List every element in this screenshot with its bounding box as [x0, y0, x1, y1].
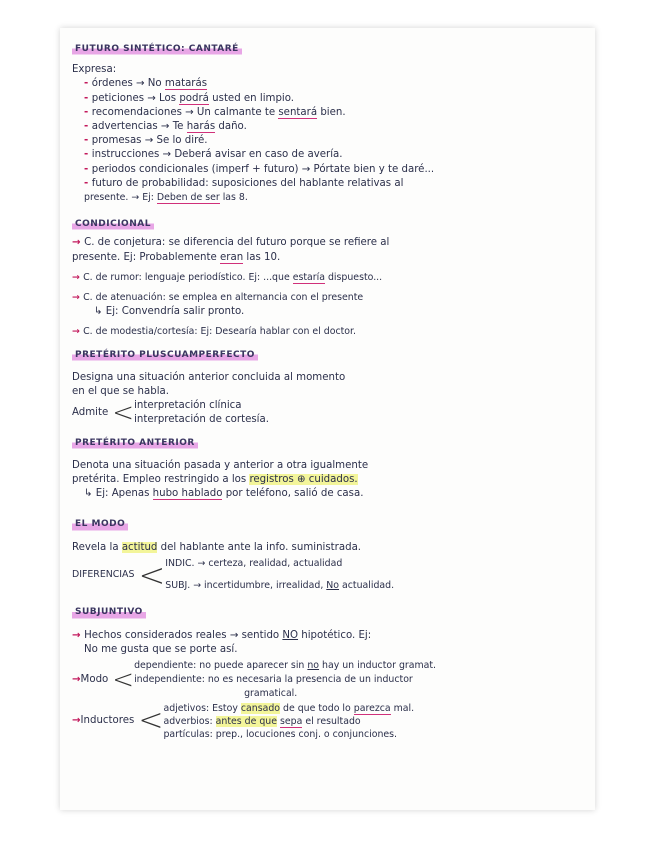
modo-line1-post: del hablante ante la info. suministrada. [157, 541, 362, 553]
adj-pre: adjetivos: Estoy [163, 702, 241, 714]
adv-hl: antes de que [215, 715, 277, 727]
arrow-icon: - [84, 121, 92, 133]
futuro-item-post: daño. [215, 121, 247, 133]
futuro-item-underlined: sentará [278, 106, 318, 118]
cond-atenuacion [72, 291, 587, 305]
futuro-item [72, 92, 587, 106]
futuro-item-underlined: harás [186, 121, 216, 133]
hechos-post: hipotético. Ej: [298, 629, 372, 641]
inductores-options [163, 702, 414, 741]
subj-modo-group [72, 659, 587, 702]
subj-hechos [72, 629, 587, 643]
admite-options [134, 399, 269, 427]
hechos-pre: Hechos considerados reales → sentido [84, 629, 283, 641]
futuro-item [72, 163, 587, 177]
diferencias-indic: INDIC. → certeza, realidad, actualidad [165, 557, 343, 569]
arrow-icon: → [72, 674, 81, 686]
arrow-icon: - [84, 163, 92, 175]
futuro-probabilidad-ex [72, 191, 587, 205]
heading-preterito-anterior: PRETÉRITO ANTERIOR [72, 436, 198, 450]
plusc-line1: Designa una situación anterior concluida al momento [72, 371, 346, 383]
modo-line1-pre: Revela la [72, 541, 122, 553]
brace-icon: < [112, 398, 135, 429]
inductor-adjetivos [163, 702, 414, 715]
anterior-line2 [72, 473, 587, 487]
arrow-icon: → [72, 237, 85, 249]
probabilidad-text: futuro de probabilidad: suposiciones del hablante relativas al [91, 177, 404, 189]
dep-post: hay un inductor gramat. [319, 659, 437, 671]
heading-futuro: FUTURO SINTÉTICO: CANTARÉ [72, 42, 242, 56]
cond-modestia [72, 325, 587, 339]
adv-post: el resultado [302, 715, 361, 727]
heading-pluscuamperfecto: PRETÉRITO PLUSCUAMPERFECTO [72, 348, 258, 362]
futuro-item-text: órdenes → No [91, 78, 165, 90]
cond-atenuacion-ex: ↳ Ej: Convendría salir pronto. [94, 306, 245, 318]
futuro-item [72, 148, 587, 162]
hechos-ul: NO [282, 629, 299, 641]
rumor-ul: estaría [292, 271, 325, 283]
futuro-probabilidad [72, 177, 587, 191]
adj-post: mal. [390, 702, 415, 714]
conjetura-ex-pre: presente. Ej: Probablemente [72, 251, 220, 263]
adj-ul: parezca [353, 702, 391, 714]
subj-ul: No [326, 580, 340, 592]
futuro-item-text: promesas → Se lo diré. [91, 135, 208, 147]
inductor-particulas: partículas: prep., locuciones conj. o conjunciones. [163, 728, 398, 740]
brace-icon: < [138, 703, 164, 739]
rumor-pre: C. de rumor: lenguaje periodístico. Ej: ...que [83, 271, 293, 283]
subj-inductores-group [72, 702, 587, 741]
expresa-label: Expresa: [72, 64, 117, 76]
anterior-line3 [72, 487, 587, 501]
modo-independiente-2: gramatical. [244, 688, 298, 700]
modo-line1-hl: actitud [121, 541, 158, 553]
futuro-item-underlined: podrá [179, 92, 209, 104]
futuro-items-list [72, 77, 587, 176]
futuro-item-text: periodos condicionales (imperf + futuro) → Pórtate bien y te daré... [91, 163, 435, 175]
arrow-icon: - [84, 135, 92, 147]
conjetura-ex-post: las 10. [243, 251, 281, 263]
arrow-icon: - [84, 78, 92, 90]
adv-pre: adverbios: [163, 715, 216, 727]
notebook-page [60, 28, 595, 810]
notes-content [72, 34, 587, 741]
heading-condicional: CONDICIONAL [72, 217, 154, 231]
arrow-icon: → [72, 714, 81, 726]
admite-label: Admite [72, 407, 109, 419]
rumor-post: dispuesto... [324, 271, 383, 283]
brace-icon: < [112, 665, 135, 696]
anterior-ex-pre: ↳ Ej: Apenas [84, 488, 153, 500]
cond-conjetura-ex [72, 251, 587, 265]
heading-subjuntivo: SUBJUNTIVO [72, 605, 146, 619]
atenuacion-text: C. de atenuación: se emplea en alternancia con el presente [83, 292, 364, 304]
subj-hechos-ex: No me gusta que se porte así. [84, 643, 238, 655]
subj-modo-options [134, 659, 436, 702]
futuro-item [72, 106, 587, 120]
futuro-item-text: recomendaciones → Un calmante te [91, 106, 279, 118]
brace-icon: < [138, 556, 166, 595]
dep-ul: no [307, 659, 320, 671]
arrow-icon: - [84, 149, 92, 161]
prob-ex-post: las 8. [219, 192, 248, 204]
conjetura-ex-ul: eran [220, 251, 244, 263]
modo-label-text: Modo [80, 674, 109, 686]
plusc-admite-group [72, 399, 587, 427]
subj-modo-label [72, 673, 108, 687]
futuro-item-post: bien. [317, 106, 346, 118]
arrow-icon: - [84, 177, 92, 189]
futuro-item-underlined: matarás [164, 78, 208, 90]
cond-rumor [72, 271, 587, 285]
arrow-icon: → [72, 326, 84, 338]
subj-post: actualidad. [339, 580, 395, 592]
modestia-text: C. de modestia/cortesía: Ej: Desearía hablar con el doctor. [83, 326, 356, 338]
arrow-icon: → [72, 292, 84, 304]
futuro-item-post: usted en limpio. [208, 92, 295, 104]
cond-conjetura [72, 236, 587, 250]
modo-line1 [72, 541, 587, 555]
futuro-item [72, 120, 587, 134]
anterior-line2-hl: registros ⊕ cuidados. [249, 474, 358, 486]
arrow-icon: → [72, 271, 84, 283]
modo-diferencias-group [72, 557, 587, 593]
adj-hl: cansado [240, 702, 281, 714]
modo-independiente-1: independiente: no es necesaria la presencia de un inductor [134, 674, 413, 686]
diferencias-label: DIFERENCIAS [72, 568, 135, 580]
arrow-icon: - [84, 106, 92, 118]
prob-ex-ul: Deben de ser [156, 192, 220, 204]
heading-el-modo: EL MODO [72, 517, 128, 531]
modo-dependiente [134, 659, 436, 673]
futuro-item-text: advertencias → Te [91, 121, 187, 133]
futuro-item [72, 77, 587, 91]
futuro-item [72, 134, 587, 148]
futuro-item-text: peticiones → Los [91, 92, 180, 104]
conjetura-text: C. de conjetura: se diferencia del futuro porque se refiere al [84, 237, 390, 249]
diferencias-subj [165, 579, 394, 593]
diferencias-options [165, 557, 394, 593]
inductores-label [72, 714, 134, 728]
arrow-icon: - [84, 92, 92, 104]
plusc-line2: en el que se habla. [72, 386, 170, 398]
admite-option-cortesia: interpretación de cortesía. [134, 414, 269, 426]
anterior-line1: Denota una situación pasada y anterior a otra igualmente [72, 459, 369, 471]
admite-option-clinica: interpretación clínica [134, 400, 242, 412]
futuro-item-text: instrucciones → Deberá avisar en caso de avería. [91, 149, 343, 161]
anterior-ex-ul: hubo hablado [152, 488, 223, 500]
adv-ul: sepa [279, 715, 303, 727]
subj-pre: SUBJ. → incertidumbre, irrealidad, [165, 580, 327, 592]
prob-ex-pre: presente. → Ej: [84, 192, 157, 204]
inductores-label-text: Inductores [80, 714, 135, 726]
inductor-adverbios [163, 715, 414, 728]
adj-mid: de que todo lo [280, 702, 354, 714]
anterior-ex-post: por teléfono, salió de casa. [222, 488, 364, 500]
arrow-icon: → [72, 629, 85, 641]
dep-pre: dependiente: no puede aparecer sin [134, 659, 308, 671]
anterior-line2-pre: pretérita. Empleo restringido a los [72, 474, 250, 486]
